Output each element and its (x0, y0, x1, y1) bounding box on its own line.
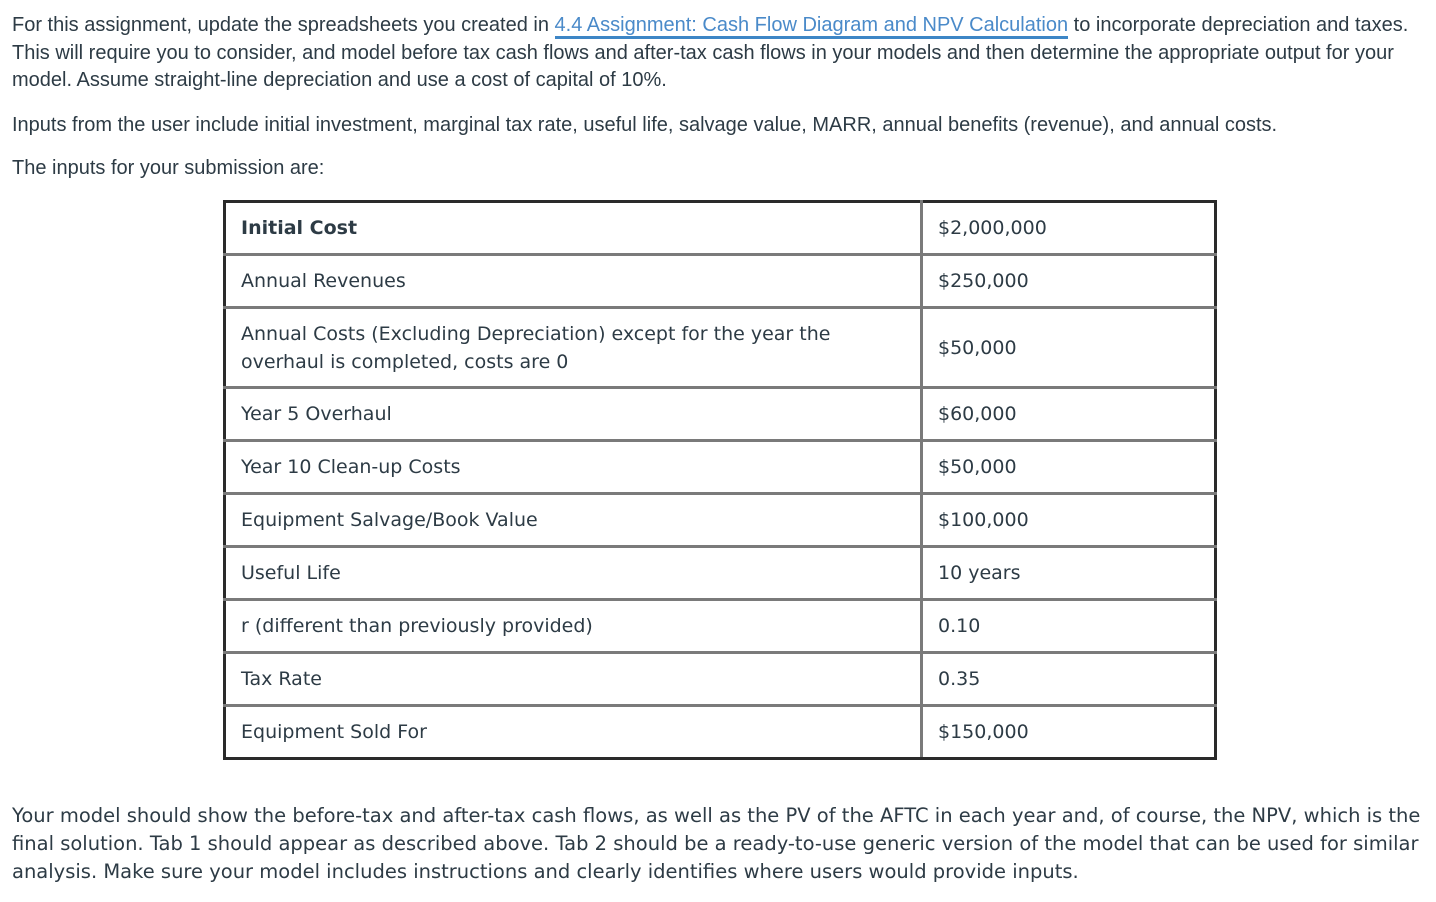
row-label: Useful Life (225, 547, 922, 600)
table-row (225, 547, 1216, 600)
row-label: Year 5 Overhaul (225, 388, 922, 441)
intro-paragraph (12, 12, 1432, 95)
table-row (225, 255, 1216, 308)
row-label: Year 10 Clean-up Costs (225, 441, 922, 494)
table-row (225, 706, 1216, 759)
table-row (225, 441, 1216, 494)
inputs-table (223, 200, 1217, 760)
table-row (225, 308, 1216, 388)
row-label: Tax Rate (225, 653, 922, 706)
submission-paragraph: The inputs for your submission are: (12, 157, 325, 179)
row-label: Equipment Sold For (225, 706, 922, 759)
row-label: Annual Revenues (225, 255, 922, 308)
row-value: $60,000 (922, 388, 1216, 441)
table-row (225, 600, 1216, 653)
row-value: $2,000,000 (922, 202, 1216, 255)
row-value: $100,000 (922, 494, 1216, 547)
row-value: $150,000 (922, 706, 1216, 759)
row-value: 0.35 (922, 653, 1216, 706)
closing-paragraph: Your model should show the before-tax and after-tax cash flows, as well as the PV of the AFTC in each year and, of course, the NPV, which is the final solution. Tab 1 should appear as described above. Tab 2 should be a ready-to-use generic version of the model that can be used for similar analysis. Make sure your model includes instructions and clearly identifies where users would provide inputs. (12, 804, 1421, 883)
row-label: r (different than previously provided) (225, 600, 922, 653)
intro-text-before-link: For this assignment, update the spreadsheets you created in (12, 14, 555, 36)
intro-text-after-link: to incorporate depreciation and taxes. This will require you to consider, and model before tax cash flows and after-tax cash flows in your models and then determine the appropriate output for your model. Assume straight-line depreciation and use a cost of capital of 10%. (12, 14, 1409, 91)
row-value: $50,000 (922, 441, 1216, 494)
table-row (225, 653, 1216, 706)
row-label: Annual Costs (Excluding Depreciation) except for the year the overhaul is completed, costs are 0 (225, 308, 922, 388)
row-value: 0.10 (922, 600, 1216, 653)
inputs-paragraph: Inputs from the user include initial investment, marginal tax rate, useful life, salvage value, MARR, annual benefits (revenue), and annual costs. (12, 113, 1278, 136)
assignment-content (12, 12, 1432, 183)
row-value: 10 years (922, 547, 1216, 600)
table-row (225, 388, 1216, 441)
table-row (225, 494, 1216, 547)
assignment-4-4-link[interactable]: 4.4 Assignment: Cash Flow Diagram and NPV Calculation (555, 14, 1069, 39)
row-label: Initial Cost (225, 202, 922, 255)
table-row (225, 202, 1216, 255)
row-label: Equipment Salvage/Book Value (225, 494, 922, 547)
row-value: $50,000 (922, 308, 1216, 388)
row-value: $250,000 (922, 255, 1216, 308)
